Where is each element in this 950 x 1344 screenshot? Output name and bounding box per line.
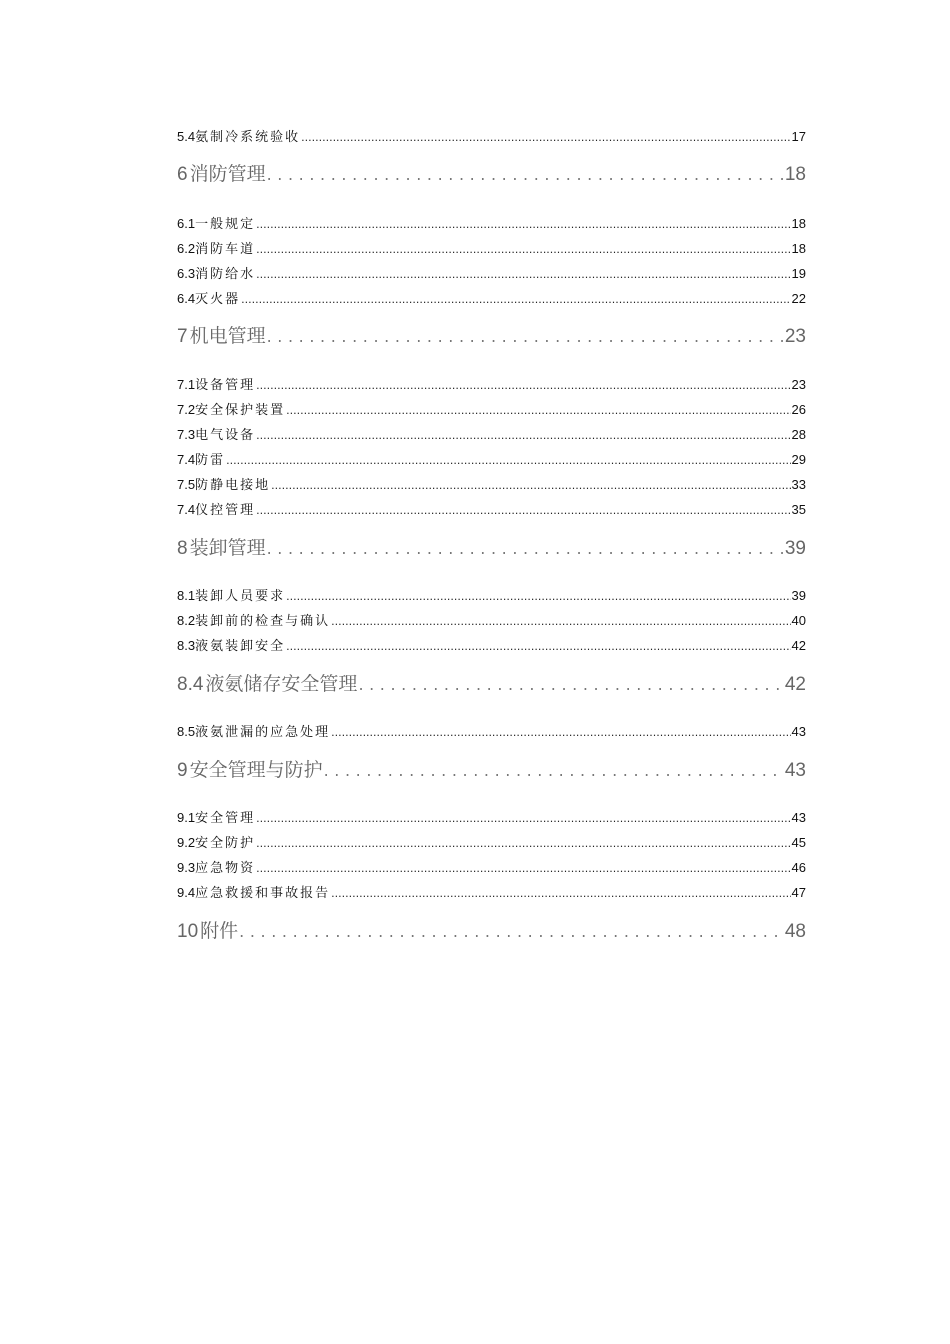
toc-entry-label xyxy=(177,215,255,234)
toc-chapter-page: 42 xyxy=(784,674,806,695)
toc-entry-title: 仪控管理 xyxy=(195,503,256,518)
toc-entry-title: 安全防护 xyxy=(195,836,256,851)
dot-leader xyxy=(256,860,790,878)
dot-leader xyxy=(226,452,790,470)
toc-entry-label xyxy=(177,290,240,309)
toc-entry-page: 17 xyxy=(791,129,806,144)
toc-entry-number: 8.2 xyxy=(177,613,196,628)
toc-entry-label xyxy=(177,809,255,828)
toc-entry-page: 29 xyxy=(791,452,806,467)
toc-chapter[interactable] xyxy=(177,535,806,561)
toc-entry-title: 安全管理 xyxy=(195,811,256,826)
toc-entry-number: 6.4 xyxy=(177,291,196,306)
toc-chapter-label xyxy=(177,671,357,698)
dot-leader xyxy=(324,758,784,784)
toc-entry-title: 防雷 xyxy=(195,453,226,468)
dot-leader xyxy=(256,241,790,259)
toc-entry-label xyxy=(177,884,330,903)
toc-entry-number: 6.3 xyxy=(177,266,196,281)
toc-chapter-page: 43 xyxy=(784,760,806,781)
toc-entry[interactable] xyxy=(177,612,806,630)
toc-entry[interactable] xyxy=(177,451,806,469)
toc-chapter[interactable] xyxy=(177,323,806,349)
toc-entry-label xyxy=(177,859,255,878)
toc-chapter-number: 9 xyxy=(177,760,188,781)
toc-entry-title: 一般规定 xyxy=(195,217,256,232)
toc-entry-number: 6.2 xyxy=(177,241,196,256)
toc-chapter-label xyxy=(177,161,266,188)
toc-entry[interactable] xyxy=(177,834,806,852)
toc-entry-title: 液氨泄漏的应急处理 xyxy=(195,725,331,740)
toc-entry-number: 7.3 xyxy=(177,427,196,442)
dot-leader xyxy=(256,810,790,828)
toc-entry-title: 应急救援和事故报告 xyxy=(195,886,331,901)
toc-chapter-page: 18 xyxy=(784,164,806,185)
toc-chapter-number: 6 xyxy=(177,164,188,185)
toc-entry[interactable] xyxy=(177,859,806,877)
dot-leader xyxy=(331,885,790,903)
toc-entry-number: 7.2 xyxy=(177,402,196,417)
dot-leader xyxy=(239,919,784,945)
toc-entry[interactable] xyxy=(177,128,806,146)
toc-entry-page: 35 xyxy=(791,502,806,517)
toc-entry-page: 33 xyxy=(791,477,806,492)
dot-leader xyxy=(267,536,784,562)
toc-entry-title: 消防给水 xyxy=(195,267,256,282)
toc-chapter-number: 8.4 xyxy=(177,674,204,695)
toc-entry-page: 19 xyxy=(791,266,806,281)
toc-entry[interactable] xyxy=(177,884,806,902)
toc-entry-number: 9.1 xyxy=(177,810,196,825)
toc-entry[interactable] xyxy=(177,723,806,741)
toc-entry[interactable] xyxy=(177,809,806,827)
dot-leader xyxy=(331,724,790,742)
toc-entry-title: 液氨装卸安全 xyxy=(195,639,286,654)
toc-entry[interactable] xyxy=(177,587,806,605)
toc-entry-page: 40 xyxy=(791,613,806,628)
toc-chapter-page: 39 xyxy=(784,538,806,559)
toc-entry-number: 7.1 xyxy=(177,377,196,392)
dot-leader xyxy=(256,427,790,445)
toc-chapter-title: 附件 xyxy=(200,920,239,942)
toc-entry[interactable] xyxy=(177,501,806,519)
toc-entry[interactable] xyxy=(177,637,806,655)
toc-entry-title: 安全保护装置 xyxy=(195,403,286,418)
toc-chapter-title: 安全管理与防护 xyxy=(189,759,323,781)
toc-entry-label xyxy=(177,637,285,656)
dot-leader xyxy=(358,672,783,698)
toc-entry-number: 6.1 xyxy=(177,216,196,231)
toc-entry-page: 47 xyxy=(791,885,806,900)
toc-entry-page: 42 xyxy=(791,638,806,653)
toc-chapter[interactable] xyxy=(177,671,806,697)
toc-chapter-label xyxy=(177,918,238,945)
toc-entry-number: 5.4 xyxy=(177,129,196,144)
toc-entry-number: 7.5 xyxy=(177,477,196,492)
toc-entry-label xyxy=(177,426,255,445)
toc-chapter-title: 消防管理 xyxy=(189,163,266,185)
toc-entry-page: 39 xyxy=(791,588,806,603)
dot-leader xyxy=(256,266,790,284)
toc-chapter-number: 8 xyxy=(177,538,188,559)
dot-leader xyxy=(241,291,790,309)
toc-entry-label xyxy=(177,128,300,147)
dot-leader xyxy=(256,835,790,853)
toc-entry-title: 氨制冷系统验收 xyxy=(195,130,301,145)
toc-entry-number: 9.4 xyxy=(177,885,196,900)
dot-leader xyxy=(267,324,784,350)
toc-entry-page: 18 xyxy=(791,241,806,256)
toc-chapter-label xyxy=(177,535,266,562)
dot-leader xyxy=(286,402,790,420)
toc-entry-page: 22 xyxy=(791,291,806,306)
toc-entry-page: 45 xyxy=(791,835,806,850)
toc-entry-title: 灭火器 xyxy=(195,292,241,307)
toc-chapter-number: 7 xyxy=(177,326,188,347)
toc-entry-page: 43 xyxy=(791,724,806,739)
toc-entry-title: 消防车道 xyxy=(195,242,256,257)
toc-entry-label xyxy=(177,401,285,420)
toc-chapter-title: 装卸管理 xyxy=(189,537,266,559)
toc-entry-label xyxy=(177,834,255,853)
dot-leader xyxy=(267,162,784,188)
toc-entry-label xyxy=(177,501,255,520)
toc-entry-number: 8.5 xyxy=(177,724,196,739)
toc-entry-label xyxy=(177,587,285,606)
toc-entry-title: 电气设备 xyxy=(195,428,256,443)
toc-entry[interactable] xyxy=(177,215,806,233)
toc-entry-title: 设备管理 xyxy=(195,378,256,393)
dot-leader xyxy=(286,588,790,606)
toc-chapter[interactable] xyxy=(177,757,806,783)
toc-chapter-title: 液氨储存安全管理 xyxy=(205,673,358,695)
toc-entry-number: 7.4 xyxy=(177,502,196,517)
toc-entry-label xyxy=(177,612,330,631)
toc-entry-page: 28 xyxy=(791,427,806,442)
dot-leader xyxy=(256,502,790,520)
toc-entry-label xyxy=(177,723,330,742)
toc-entry-page: 23 xyxy=(791,377,806,392)
toc-chapter-title: 机电管理 xyxy=(189,325,266,347)
toc-entry[interactable] xyxy=(177,476,806,494)
toc-entry[interactable] xyxy=(177,290,806,308)
dot-leader xyxy=(256,377,790,395)
toc-entry-label xyxy=(177,240,255,259)
toc-chapter-page: 48 xyxy=(784,921,806,942)
toc-entry[interactable] xyxy=(177,376,806,394)
toc-entry-title: 装卸前的检查与确认 xyxy=(195,614,331,629)
dot-leader xyxy=(286,638,790,656)
toc-entry-title: 防静电接地 xyxy=(195,478,271,493)
toc-chapter-label xyxy=(177,757,323,784)
toc-entry-number: 8.1 xyxy=(177,588,196,603)
dot-leader xyxy=(256,216,790,234)
toc-entry-title: 装卸人员要求 xyxy=(195,589,286,604)
toc-entry[interactable] xyxy=(177,401,806,419)
toc-chapter-number: 10 xyxy=(177,921,199,942)
toc-entry-page: 43 xyxy=(791,810,806,825)
toc-entry[interactable] xyxy=(177,426,806,444)
toc-entry-title: 应急物资 xyxy=(195,861,256,876)
toc-entry-label xyxy=(177,451,225,470)
toc-chapter[interactable] xyxy=(177,161,806,187)
toc-entry-number: 7.4 xyxy=(177,452,196,467)
toc-entry[interactable] xyxy=(177,240,806,258)
toc-entry[interactable] xyxy=(177,265,806,283)
toc-entry-label xyxy=(177,265,255,284)
toc-chapter-page: 23 xyxy=(784,326,806,347)
toc-entry-label xyxy=(177,476,270,495)
toc-entry-number: 8.3 xyxy=(177,638,196,653)
toc-entry-page: 18 xyxy=(791,216,806,231)
toc-chapter[interactable] xyxy=(177,918,806,944)
dot-leader xyxy=(271,477,790,495)
toc-chapter-label xyxy=(177,323,266,350)
toc-entry-number: 9.3 xyxy=(177,860,196,875)
dot-leader xyxy=(301,129,790,147)
toc-entry-page: 46 xyxy=(791,860,806,875)
toc-entry-number: 9.2 xyxy=(177,835,196,850)
dot-leader xyxy=(331,613,790,631)
toc-entry-page: 26 xyxy=(791,402,806,417)
toc-entry-label xyxy=(177,376,255,395)
